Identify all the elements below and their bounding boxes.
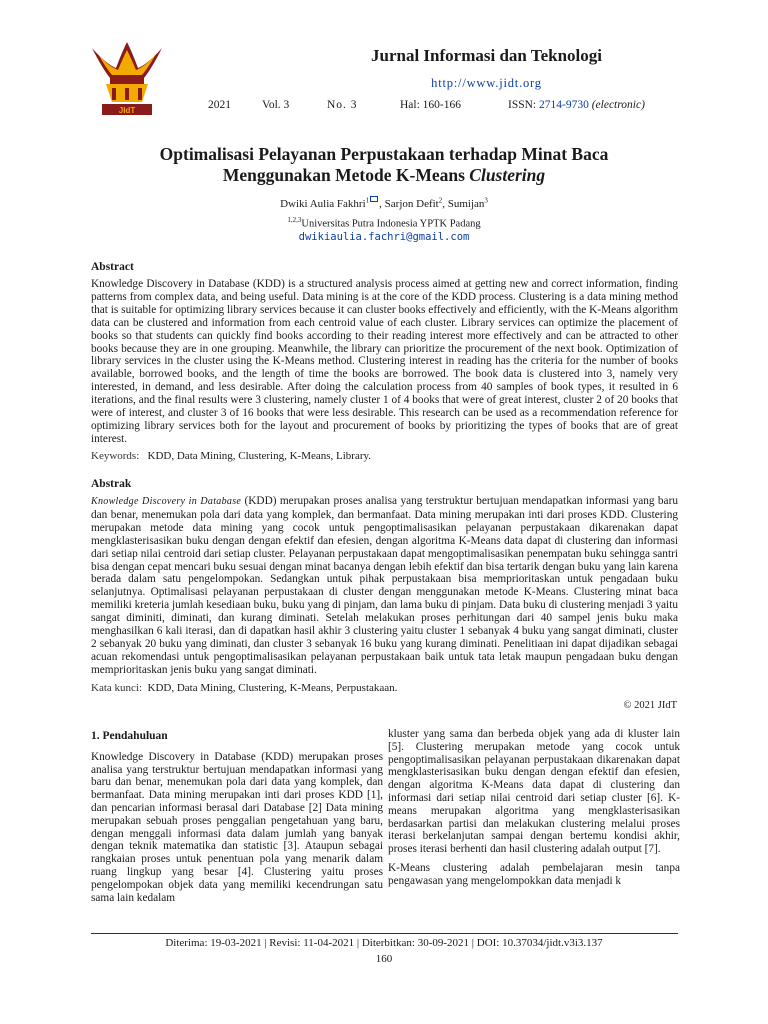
copyright: © 2021 JIdT: [623, 700, 677, 711]
abstrak-lead: Knowledge Discovery in Database: [91, 496, 242, 507]
kata-kunci: [91, 682, 397, 694]
author-2: , Sarjon Defit: [379, 198, 439, 210]
issue-volume: Vol. 3: [262, 99, 290, 111]
mail-icon[interactable]: [370, 196, 378, 202]
author-1: Dwiki Aulia Fakhri: [280, 198, 366, 210]
column-right: [388, 728, 680, 894]
section-1-paragraph-cont: kluster yang sama dan berbeda objek yang ada di kluster lain [5]. Clustering merupakan metode yang cocok untuk pengoptimalisasikan pelayanan perpustakaan dikarenakan dapat mengklasterisasikan buku dengan dengan efektif dan efesien, dengan algoritma K-Means data dapat di clustering dan informasi dari setiap nilai centroid dari setiap cluster [6]. K-means merupakan algoritma yang mengklasterisasikan berdasarkan partisi dan melakukan clustering melalui proses iterasi berkelanjutan sampai dengan bertemu kondisi akhir, proses iterasi berhenti dan hasil clustering adalah output [7].: [388, 728, 680, 856]
issn-link[interactable]: 2714-9730: [539, 99, 589, 111]
author-email-link[interactable]: dwikiaulia.fachri@gmail.com: [298, 231, 470, 243]
title-line-2-text: Menggunakan Metode K-Means: [222, 165, 470, 185]
keywords: [91, 450, 371, 462]
affiliation-text: Universitas Putra Indonesia YPTK Padang: [301, 218, 481, 230]
abstrak-heading: Abstrak: [91, 478, 132, 490]
affiliation-sup: 1,2,3: [287, 216, 302, 224]
issn: [508, 99, 645, 111]
author-list: [0, 196, 768, 210]
section-1-paragraph-2: K-Means clustering adalah pembelajaran mesin tanpa pengawasan yang mengelompokkan data menjadi k: [388, 861, 680, 887]
issue-number: No. 3: [327, 99, 358, 111]
kata-kunci-value: KDD, Data Mining, Clustering, K-Means, Perpustakaan.: [147, 682, 398, 694]
title-line-2-italic: Clustering: [469, 165, 546, 185]
journal-url-link[interactable]: http://www.jidt.org: [431, 76, 542, 90]
keywords-value: KDD, Data Mining, Clustering, K-Means, Library.: [147, 450, 372, 462]
logo-text: JIdT: [118, 106, 136, 115]
page-number: 160: [375, 953, 393, 965]
issue-pages: Hal: 160-166: [400, 99, 462, 111]
abstract-heading: Abstract: [91, 261, 134, 273]
author-3-sup: 3: [484, 196, 488, 205]
author-2-sup: 2: [438, 196, 443, 205]
abstract-text: Knowledge Discovery in Database (KDD) is a structured analysis process aimed at getting new and correct information, finding patterns from complex data, and being useful. Data mining is at the core of the KDD process. Clustering is a data mining method that is suitable for optimizing library services because it can cluster books effectively and efficiently, with the K-Means algorithm data can be clustered and information from each centroid value of each cluster. Library services can optimize the placement of books so that students can quickly find books according to their reading interest more effectively and can be attracted to other books because they are in one grouping. Meanwhile, the library can prioritize the procurement of the next book. Optimization of library services in the cluster using the K-Means method. Clustering interest in reading has the criteria for the number of books available, borrowed books, and the length of time the books are borrowed. The book data is clustered into 3, namely very interested, in demand, and less desirable. After doing the calculation process from 40 samples of book types, it resulted in 6 iterations, and the final results were 3 clustering, namely cluster 1 of 4 books that were of great interest, cluster 2 of 20 books that were of interest, and cluster 3 of 16 books that were less desirable. This research can be used as a recommendation reference for optimizing library services both for the layout and procurement of books by prioritizing the types of books that are of great interest.: [91, 278, 678, 445]
kata-kunci-label: Kata kunci:: [91, 682, 143, 694]
issn-type: (electronic): [591, 99, 645, 111]
issue-year: 2021: [208, 99, 231, 111]
author-3: , Sumijan: [442, 198, 485, 210]
keywords-label: Keywords:: [91, 450, 140, 462]
footer-dates: Diterima: 19-03-2021 | Revisi: 11-04-2021 | Diterbitkan: 30-09-2021 | DOI: 10.37034/jidt.v3i3.137: [165, 937, 603, 949]
article-title: [110, 144, 658, 186]
footer-divider: [91, 933, 678, 934]
issn-label: ISSN:: [508, 99, 539, 111]
column-left: [91, 728, 383, 910]
author-1-sup: 1: [365, 196, 370, 205]
title-line-2: [110, 165, 658, 186]
section-1-paragraph: Knowledge Discovery in Database (KDD) merupakan proses analisa yang terstruktur bertujuan mendapatkan informasi yang baru dan benar, menemukan pola dari data yang komplek, dan bermanfaat. Data mining merupakan inti dari proses KDD [1], dan pencarian informasi berasal dari Database [2] Data mining merupakan sebuah proses penggalian pengetahuan yang baru, dengan menggali informasi data dalam jumlah yang banyak dengan teknik matematika dan statistic [3]. Ataupun sebagai rangkaian proses untuk penentuan pola yang menarik dalam ruang lingkup yang besar [4]. Clustering yaitu proses pengelompokan objek data yang memiliki kecendrungan satu sama lain kedalam: [91, 750, 383, 904]
title-line-1: Optimalisasi Pelayanan Perpustakaan terhadap Minat Baca: [159, 144, 609, 164]
affiliation: [0, 216, 768, 230]
section-1-heading: 1. Pendahuluan: [91, 730, 168, 742]
journal-title: Jurnal Informasi dan Teknologi: [371, 46, 602, 65]
abstrak-body: (KDD) merupakan proses analisa yang terstruktur bertujuan mendapatkan informasi yang baru dan benar, menemukan pola dari data yang komplek, dan bermanfaat. Data mining merupakan inti dari proses KDD. Clustering merupakan metode data mining yang cocok untuk pengoptimalisasikan pelayanan perpustakaan dikarenakan dapat mengklasterisasikan buku dengan dengan efektif dan efesien, dengan algoritma K-Means data dapat di clustering dan informasi dari setiap nilai centroid dari setiap cluster. Pelayanan perpustakaan dapat mengoptimalisasikan penempatan buku sehingga santri bisa dengan cepat mencari buku sesuai dengan minat bacanya dengan lebih efektif dan bisa tertarik dengan buku yang lain karena berada dalam satu pengelompokan. Sedangkan untuk pihak perpustakaan bisa memprioritaskan untuk pengadaan buku selanjutnya. Optimalisasi pelayanan perpustakaan di cluster dengan menggunakan metode K-Means. Clustering minat baca memiliki kreteria jumlah kesediaan buku, buku yang di pinjam, dan lama buku di pinjam. Data buku di clustering menjadi 3 yaitu sangat diminiti, diminati, dan kurang diminati. Setelah melakukan proses perhitungan dari 40 sampel jenis buku maka menghasilkan 6 kali iterasi, dan di dapatkan hasil akhir 3 clustering yaitu cluster 1 sebanyak 4 buku yang sangat diminati, cluster 2 sebanyak 20 buku yang diminati, dan cluster 3 sebanyak 16 buku yang kurang diminati. Penelitiaan ini dapat dijadikan sebagai acuan rekomendasi untuk pengoptimalisasikan pelayanan perpustakaan baik untuk tata letak maupun pengadaan buku dengan memprioritaskan jenis buku yang sangat diminati.: [91, 495, 678, 676]
abstrak-text: [91, 495, 678, 677]
